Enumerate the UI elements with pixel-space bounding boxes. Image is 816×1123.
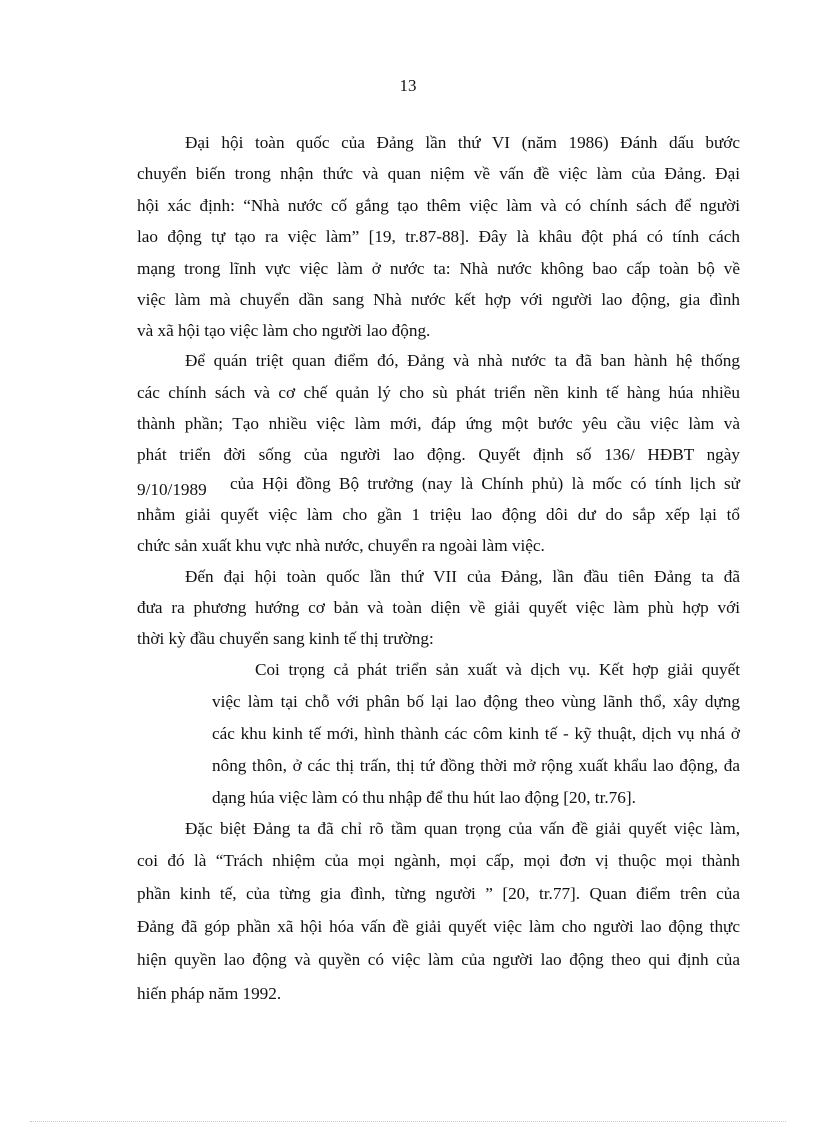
text-line: Đại hội toàn quốc của Đảng lần thứ VI (năm 1986) Đánh dấu bước (185, 133, 740, 152)
text-line: và xã hội tạo việc làm cho người lao động. (137, 321, 431, 340)
text-line: việc làm mà chuyển dần sang Nhà nước kết hợp với người lao động, gia đình (137, 290, 740, 309)
text-line: phát triển đời sống của người lao động. Quyết định số 136/ HĐBT ngày (137, 445, 740, 464)
quote-line: nông thôn, ở các thị trấn, thị tứ đồng thời mở rộng xuất khẩu lao động, đa (212, 756, 740, 775)
text-line: của Hội đồng Bộ trưởng (nay là Chính phủ) là mốc có tính lịch sử (230, 474, 740, 493)
text-line: thời kỳ đầu chuyển sang kinh tế thị trường: (137, 629, 434, 648)
quote-line: Coi trọng cả phát triển sản xuất và dịch vụ. Kết hợp giải quyết (255, 660, 740, 679)
text-line: 9/10/1989 (137, 480, 207, 499)
page-number: 13 (399, 76, 417, 95)
text-line: thành phần; Tạo nhiều việc làm mới, đáp ứng một bước yêu cầu việc làm và (137, 414, 740, 433)
text-line: chức sản xuất khu vực nhà nước, chuyển ra ngoài làm việc. (137, 536, 545, 555)
text-line: coi đó là “Trách nhiệm của mọi ngành, mọi cấp, mọi đơn vị thuộc mọi thành (137, 851, 740, 870)
text-line: Đặc biệt Đảng ta đã chỉ rõ tầm quan trọng của vấn đề giải quyết việc làm, (185, 819, 740, 838)
text-line: hiến pháp năm 1992. (137, 984, 282, 1003)
text-line: các chính sách và cơ chế quản lý cho sù phát triển nền kinh tế hàng húa nhiều (137, 383, 740, 402)
text-line: nhằm giải quyết việc làm cho gần 1 triệu lao động dôi dư do sắp xếp lại tổ (137, 505, 740, 524)
page-bottom-divider (30, 1121, 786, 1122)
text-line: Đảng đã góp phần xã hội hóa vấn đề giải quyết việc làm cho người lao động thực (137, 917, 740, 936)
quote-line: việc làm tại chỗ với phân bố lại lao động theo vùng lãnh thổ, xây dựng (212, 692, 740, 711)
text-line: phần kinh tế, của từng gia đình, từng người ” [20, tr.77]. Quan điểm trên của (137, 884, 740, 903)
text-line: Đến đại hội toàn quốc lần thứ VII của Đảng, lần đầu tiên Đảng ta đã (185, 567, 740, 586)
text-line: lao động tự tạo ra việc làm” [19, tr.87-88]. Đây là khâu đột phá có tính cách (137, 227, 740, 246)
text-line: mạng trong lĩnh vực việc làm ở nước ta: Nhà nước không bao cấp toàn bộ về (137, 259, 740, 278)
text-line: hội xác định: “Nhà nước cố gắng tạo thêm việc làm và có chính sách để người (137, 196, 740, 215)
text-line: chuyển biến trong nhận thức và quan niệm về vấn đề việc làm của Đảng. Đại (137, 164, 740, 183)
quote-line: các khu kinh tế mới, hình thành các côm kinh tế - kỹ thuật, dịch vụ nhá ở (212, 724, 740, 743)
text-line: Để quán triệt quan điểm đó, Đảng và nhà nước ta đã ban hành hệ thống (185, 351, 740, 370)
quote-line: dạng húa việc làm có thu nhập để thu hút lao động [20, tr.76]. (212, 788, 636, 807)
text-line: hiện quyền lao động và quyền có việc làm của người lao động theo qui định của (137, 950, 740, 969)
text-line: đưa ra phương hướng cơ bản và toàn diện về giải quyết việc làm phù hợp với (137, 598, 740, 617)
